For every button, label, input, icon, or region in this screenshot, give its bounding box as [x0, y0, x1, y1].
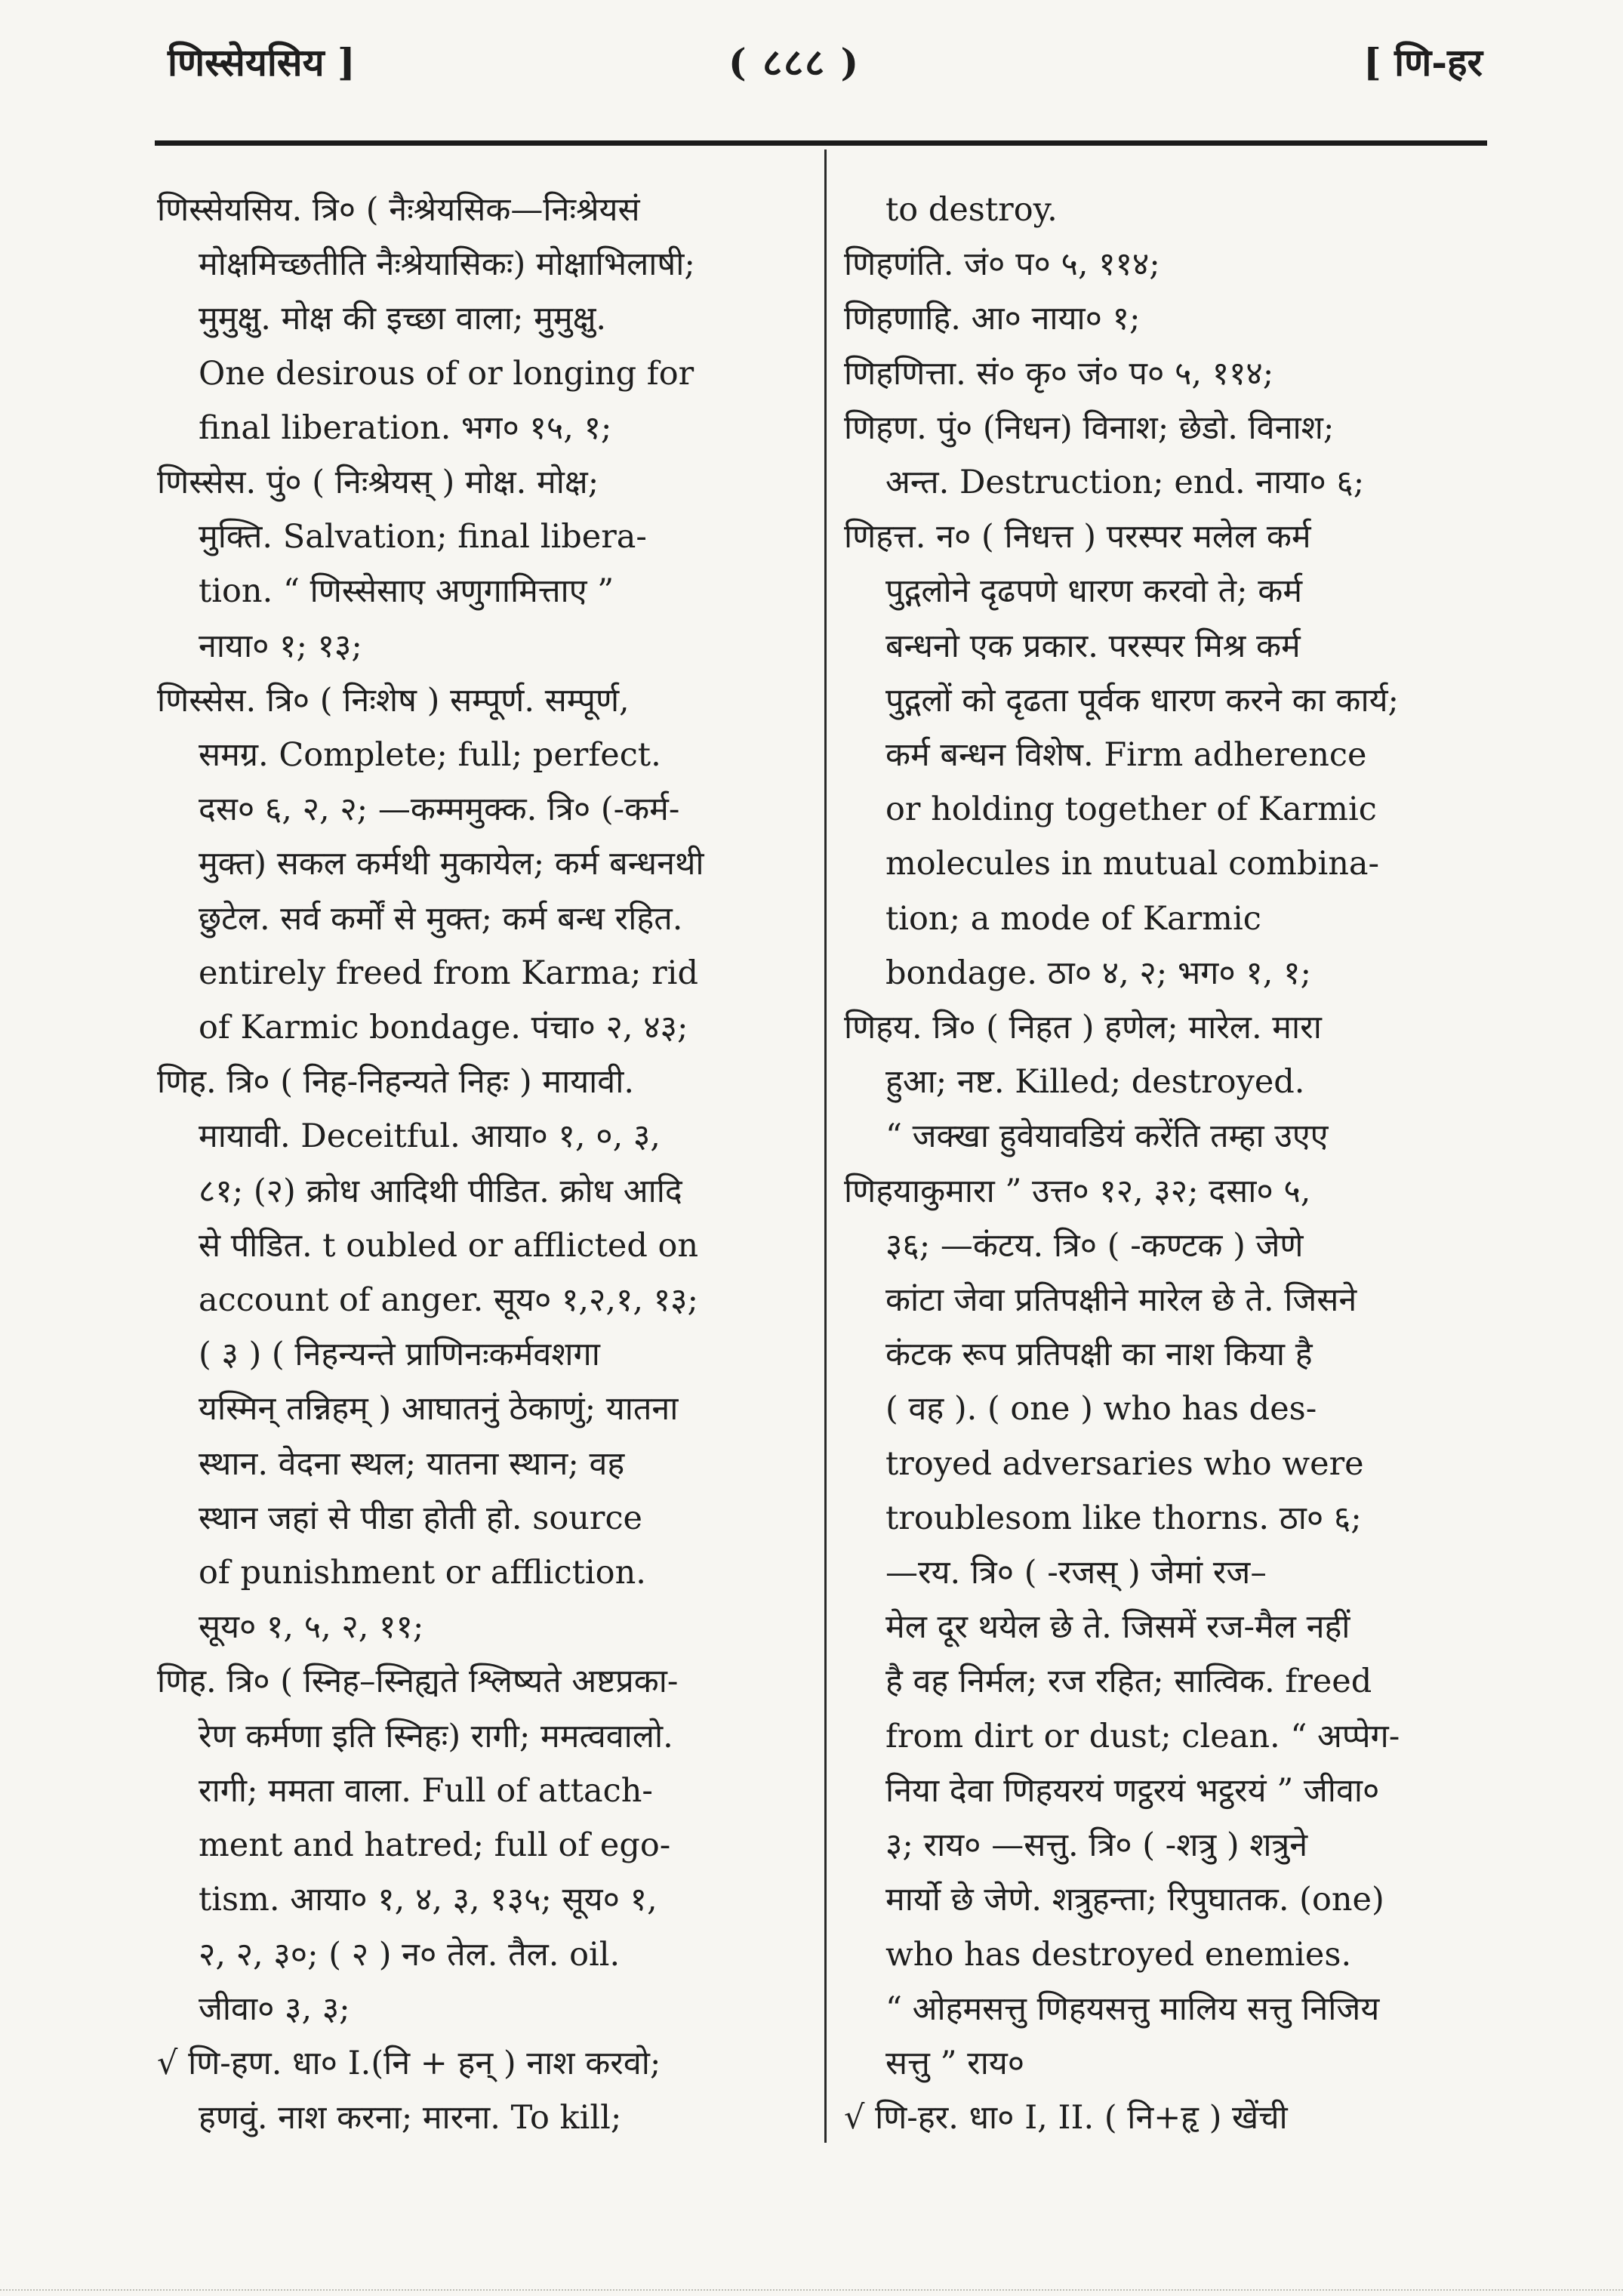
text-line: जीवा० ३, ३;: [199, 1989, 350, 2028]
text-line: मोक्षमिच्छतीति नैःश्रेयासिकः) मोक्षाभिलाषी;: [199, 245, 695, 284]
text-line: णिहणित्ता. सं० कृ० जं० प० ५, ११४;: [844, 354, 1274, 393]
text-line: पुद्गलोने दृढपणे धारण करवो ते; कर्म: [885, 572, 1303, 611]
text-line: मायावी. Deceitful. आया० १, ०, ३,: [199, 1117, 661, 1156]
column-divider: [824, 149, 827, 2143]
text-line: निया देवा णिहयरयं णट्ठरयं भट्ठरयं ” जीवा०: [885, 1771, 1380, 1810]
text-line: २, २, ३०; ( २ ) न० तेल. तैल. oil.: [199, 1935, 621, 1974]
text-line: समग्र. Complete; full; perfect.: [199, 736, 661, 775]
text-line: णिहणाहि. आ० नाया० १;: [844, 300, 1141, 338]
text-line: हणवुं. नाश करना; मारना. To kill;: [199, 2099, 622, 2137]
text-line: final liberation. भग० १५, १;: [199, 408, 612, 447]
text-line: मुक्त) सकल कर्मथी मुकायेल; कर्म बन्धनथी: [199, 845, 704, 883]
text-line: account of anger. सूय० १,२,१, १३;: [199, 1281, 698, 1320]
text-line: ment and hatred; full of ego-: [199, 1826, 671, 1865]
text-line: ३; राय० —सत्तु. त्रि० ( -शत्रु ) शत्रुने: [885, 1826, 1308, 1865]
text-line: स्थान जहां से पीडा होती हो. source: [199, 1499, 642, 1537]
text-line: सूय० १, ५, २, ११;: [199, 1608, 424, 1647]
text-line: बन्धनो एक प्रकार. परस्पर मिश्र कर्म: [885, 627, 1301, 665]
text-line: मार्यो छे जेणे. शत्रुहन्ता; रिपुघातक. (one): [885, 1881, 1384, 1919]
text-line: कर्म बन्धन विशेष. Firm adherence: [885, 736, 1367, 775]
text-line: है वह निर्मल; रज रहित; सात्विक. freed: [885, 1663, 1372, 1701]
text-line: स्थान. वेदना स्थल; यातना स्थान; वह: [199, 1444, 625, 1483]
text-line: णिहत्त. न० ( निधत्त ) परस्पर मलेल कर्म: [844, 518, 1311, 556]
text-line: “ ओहमसत्तु णिहयसत्तु मालिय सत्तु निजिय: [885, 1989, 1380, 2028]
text-line: णिहय. त्रि० ( निहत ) हणेल; मारेल. मारा: [844, 1009, 1322, 1047]
text-line: tion; a mode of Karmic: [885, 899, 1261, 938]
right-column: [844, 183, 1489, 2145]
text-line: One desirous of or longing for: [199, 354, 694, 393]
text-line: bondage. ठा० ४, २; भग० १, १;: [885, 954, 1311, 992]
text-line: णिस्सेस. पुं० ( निःश्रेयस् ) मोक्ष. मोक्ष;: [157, 464, 599, 502]
text-line: √ णि-हर. धा० I, II. ( नि+हृ ) खेंची: [844, 2099, 1288, 2137]
text-line: णिहणंति. जं० प० ५, ११४;: [844, 245, 1160, 284]
left-column: [157, 183, 802, 2145]
text-line: troublesom like thorns. ठा० ६;: [885, 1499, 1362, 1537]
text-line: मुमुक्षु. मोक्ष की इच्छा वाला; मुमुक्षु.: [199, 300, 607, 338]
text-line: or holding together of Karmic: [885, 791, 1377, 829]
text-line: of punishment or affliction.: [199, 1554, 646, 1592]
text-line: छुटेल. सर्व कर्मों से मुक्त; कर्म बन्ध रहित.: [199, 899, 683, 938]
text-line: ( ३ ) ( निहन्यन्ते प्राणिनःकर्मवशगा: [199, 1336, 600, 1374]
text-line: अन्त. Destruction; end. नाया० ६;: [885, 464, 1365, 502]
bottom-edge: [0, 2289, 1623, 2292]
running-head-left: णिस्सेयसिय ]: [168, 40, 356, 85]
text-line: from dirt or dust; clean. “ अप्पेग-: [885, 1717, 1400, 1755]
text-line: ३६; —कंटय. त्रि० ( -कण्टक ) जेणे: [885, 1226, 1304, 1265]
page-number: ( ८८८ ): [728, 40, 861, 85]
text-line: ८१; (२) क्रोध आदिथी पीडित. क्रोध आदि: [199, 1172, 682, 1210]
text-line: to destroy.: [885, 191, 1058, 229]
text-line: entirely freed from Karma; rid: [199, 954, 698, 992]
running-head-right: [ णि-हर: [1363, 40, 1483, 85]
text-line: मुक्ति. Salvation; final libera-: [199, 518, 647, 556]
text-line: tism. आया० १, ४, ३, १३५; सूय० १,: [199, 1881, 658, 1919]
text-line: पुद्गलों को दृढता पूर्वक धारण करने का कार्य;: [885, 681, 1400, 720]
text-line: नाया० १; १३;: [199, 627, 362, 665]
text-line: troyed adversaries who were: [885, 1444, 1364, 1483]
text-line: सत्तु ” राय०: [885, 2044, 1025, 2082]
text-line: णिहण. पुं० (निधन) विनाश; छेडो. विनाश;: [844, 408, 1335, 447]
text-line: हुआ; नष्ट. Killed; destroyed.: [885, 1063, 1305, 1102]
text-line: √ णि-हण. धा० I.(नि + हन् ) नाश करवो;: [157, 2044, 661, 2082]
text-line: रागी; ममता वाला. Full of attach-: [199, 1771, 653, 1810]
text-line: molecules in mutual combina-: [885, 845, 1380, 883]
text-line: से पीडित. t oubled or afflicted on: [199, 1226, 699, 1265]
text-line: who has destroyed enemies.: [885, 1935, 1352, 1974]
text-line: णिहयाकुमारा ” उत्त० १२, ३२; दसा० ५,: [844, 1172, 1311, 1210]
text-line: रेण कर्मणा इति स्निहः) रागी; ममत्ववालो.: [199, 1717, 673, 1755]
text-line: “ जक्खा हुवेयावडियं करेंति तम्हा उएए: [885, 1117, 1329, 1156]
text-line: —रय. त्रि० ( -रजस् ) जेमां रज–: [885, 1554, 1267, 1592]
text-line: मेल दूर थयेल छे ते. जिसमें रज-मैल नहीं: [885, 1608, 1350, 1647]
text-line: ( वह ). ( one ) who has des-: [885, 1390, 1317, 1428]
text-line: of Karmic bondage. पंचा० २, ४३;: [199, 1009, 688, 1047]
text-line: णिह. त्रि० ( स्निह–स्निह्यते श्लिष्यते अष्टप्रका-: [157, 1663, 679, 1701]
text-line: णिस्सेयसिय. त्रि० ( नैःश्रेयसिक—निःश्रेयसं: [157, 191, 640, 229]
text-line: णिस्सेस. त्रि० ( निःशेष ) सम्पूर्ण. सम्पूर्ण,: [157, 681, 630, 720]
text-line: कंटक रूप प्रतिपक्षी का नाश किया है: [885, 1336, 1313, 1374]
text-line: यस्मिन् तन्निहम् ) आघातनुं ठेकाणुं; यातना: [199, 1390, 679, 1428]
text-line: दस० ६, २, २; —कम्ममुक्क. त्रि० (-कर्म-: [199, 791, 680, 829]
header-rule: [155, 140, 1487, 146]
text-line: णिह. त्रि० ( निह-निहन्यते निहः ) मायावी.: [157, 1063, 635, 1102]
text-line: tion. “ णिस्सेसाए अणुगामित्ताए ”: [199, 572, 614, 611]
text-line: कांटा जेवा प्रतिपक्षीने मारेल छे ते. जिसने: [885, 1281, 1357, 1320]
